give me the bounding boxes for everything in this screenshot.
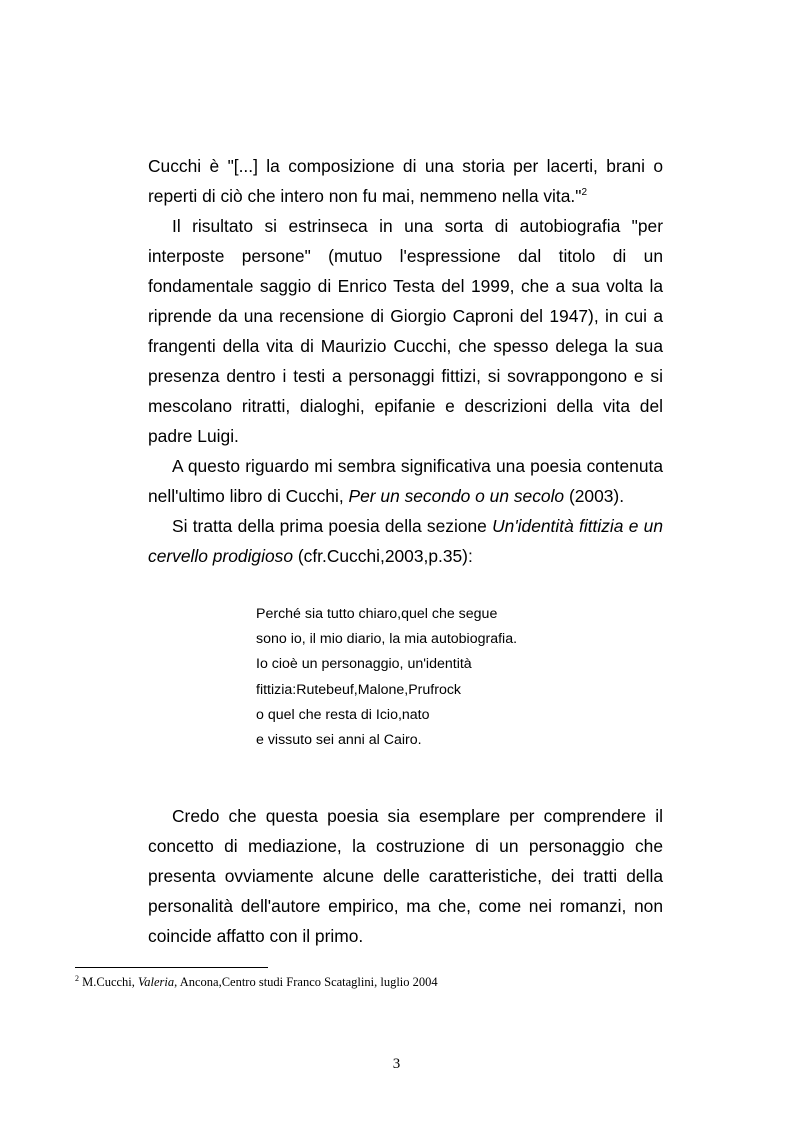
poem-line: e vissuto sei anni al Cairo. bbox=[256, 732, 422, 749]
footnote-number: 2 bbox=[75, 974, 79, 983]
paragraph-2-line: riprende da una recensione di Giorgio Caproni del 1947), in cui a bbox=[148, 306, 663, 326]
paragraph-2-line: Il risultato si estrinseca in una sorta di autobiografia "per bbox=[172, 216, 663, 236]
section-title-part-1: Un'identità fittizia e un bbox=[492, 516, 664, 536]
paragraph-2-line: presenza dentro i testi a personaggi fittizi, si sovrappongono e si bbox=[148, 366, 663, 386]
section-title-part-2: cervello prodigioso bbox=[148, 546, 294, 566]
paragraph-3-line-2 bbox=[148, 481, 663, 511]
paragraph-4-line-1-prefix: Si tratta della prima poesia della sezione bbox=[172, 516, 493, 536]
paragraph-2-line: padre Luigi. bbox=[148, 426, 239, 446]
paragraph-2-line: fondamentale saggio di Enrico Testa del 1999, che a sua volta la bbox=[148, 276, 663, 296]
paragraph-4-line-1 bbox=[148, 511, 663, 541]
paragraph-1 bbox=[148, 151, 663, 211]
paragraph-5-line: personalità dell'autore empirico, ma che, come nei romanzi, non bbox=[148, 896, 663, 916]
paragraph-5-line: coincide affatto con il primo. bbox=[148, 926, 364, 946]
poem-quote bbox=[256, 602, 517, 753]
paragraph-1-line-1: Cucchi è "[...] la composizione di una storia per lacerti, brani o bbox=[148, 156, 663, 176]
page-number: 3 bbox=[392, 1056, 401, 1072]
poem-line: Io cioè un personaggio, un'identità bbox=[256, 656, 472, 673]
footnote-reference: 2 bbox=[581, 187, 587, 198]
poem-line: Perché sia tutto chiaro,quel che segue bbox=[256, 606, 498, 622]
paragraph-2 bbox=[148, 211, 663, 451]
paragraph-4-line-2-suffix: (cfr.Cucchi,2003,p.35): bbox=[293, 546, 473, 566]
paragraph-2-line: frangenti della vita di Maurizio Cucchi, che spesso delega la sua bbox=[148, 336, 663, 356]
paragraph-2-line: interposte persone" (mutuo l'espressione dal titolo di un bbox=[148, 246, 663, 266]
footnote-separator bbox=[75, 967, 268, 968]
paragraph-5 bbox=[148, 801, 663, 951]
paragraph-3 bbox=[148, 451, 663, 511]
paragraph-1-line-2 bbox=[148, 181, 663, 211]
footnote-title: Valeria bbox=[138, 975, 175, 989]
poem-line: fittizia:Rutebeuf,Malone,Prufrock bbox=[256, 681, 462, 698]
footnote-suffix: , Ancona,Centro studi Franco Scataglini, luglio 2004 bbox=[174, 975, 438, 989]
paragraph-5-line: presenta ovviamente alcune delle caratteristiche, dei tratti della bbox=[148, 866, 663, 886]
paragraph-2-line: mescolano ritratti, dialoghi, epifanie e descrizioni della vita del bbox=[148, 396, 663, 416]
poem-line: sono io, il mio diario, la mia autobiografia. bbox=[256, 631, 518, 648]
footnote-prefix: M.Cucchi, bbox=[79, 975, 139, 989]
paragraph-3-line-2-suffix: (2003). bbox=[564, 486, 625, 506]
paragraph-5-line: concetto di mediazione, la costruzione di un personaggio che bbox=[148, 836, 663, 856]
book-title: Per un secondo o un secolo bbox=[348, 486, 565, 506]
paragraph-3-line-1: A questo riguardo mi sembra significativa una poesia contenuta bbox=[172, 456, 663, 476]
footnote bbox=[75, 973, 438, 991]
poem-line: o quel che resta di Icio,nato bbox=[256, 706, 430, 723]
paragraph-5-line: Credo che questa poesia sia esemplare per comprendere il bbox=[172, 806, 663, 826]
paragraph-4 bbox=[148, 511, 663, 571]
paragraph-3-line-2-prefix: nell'ultimo libro di Cucchi, bbox=[148, 486, 349, 506]
paragraph-4-line-2 bbox=[148, 541, 663, 571]
paragraph-1-line-2-text: reperti di ciò che intero non fu mai, nemmeno nella vita." bbox=[148, 186, 582, 206]
